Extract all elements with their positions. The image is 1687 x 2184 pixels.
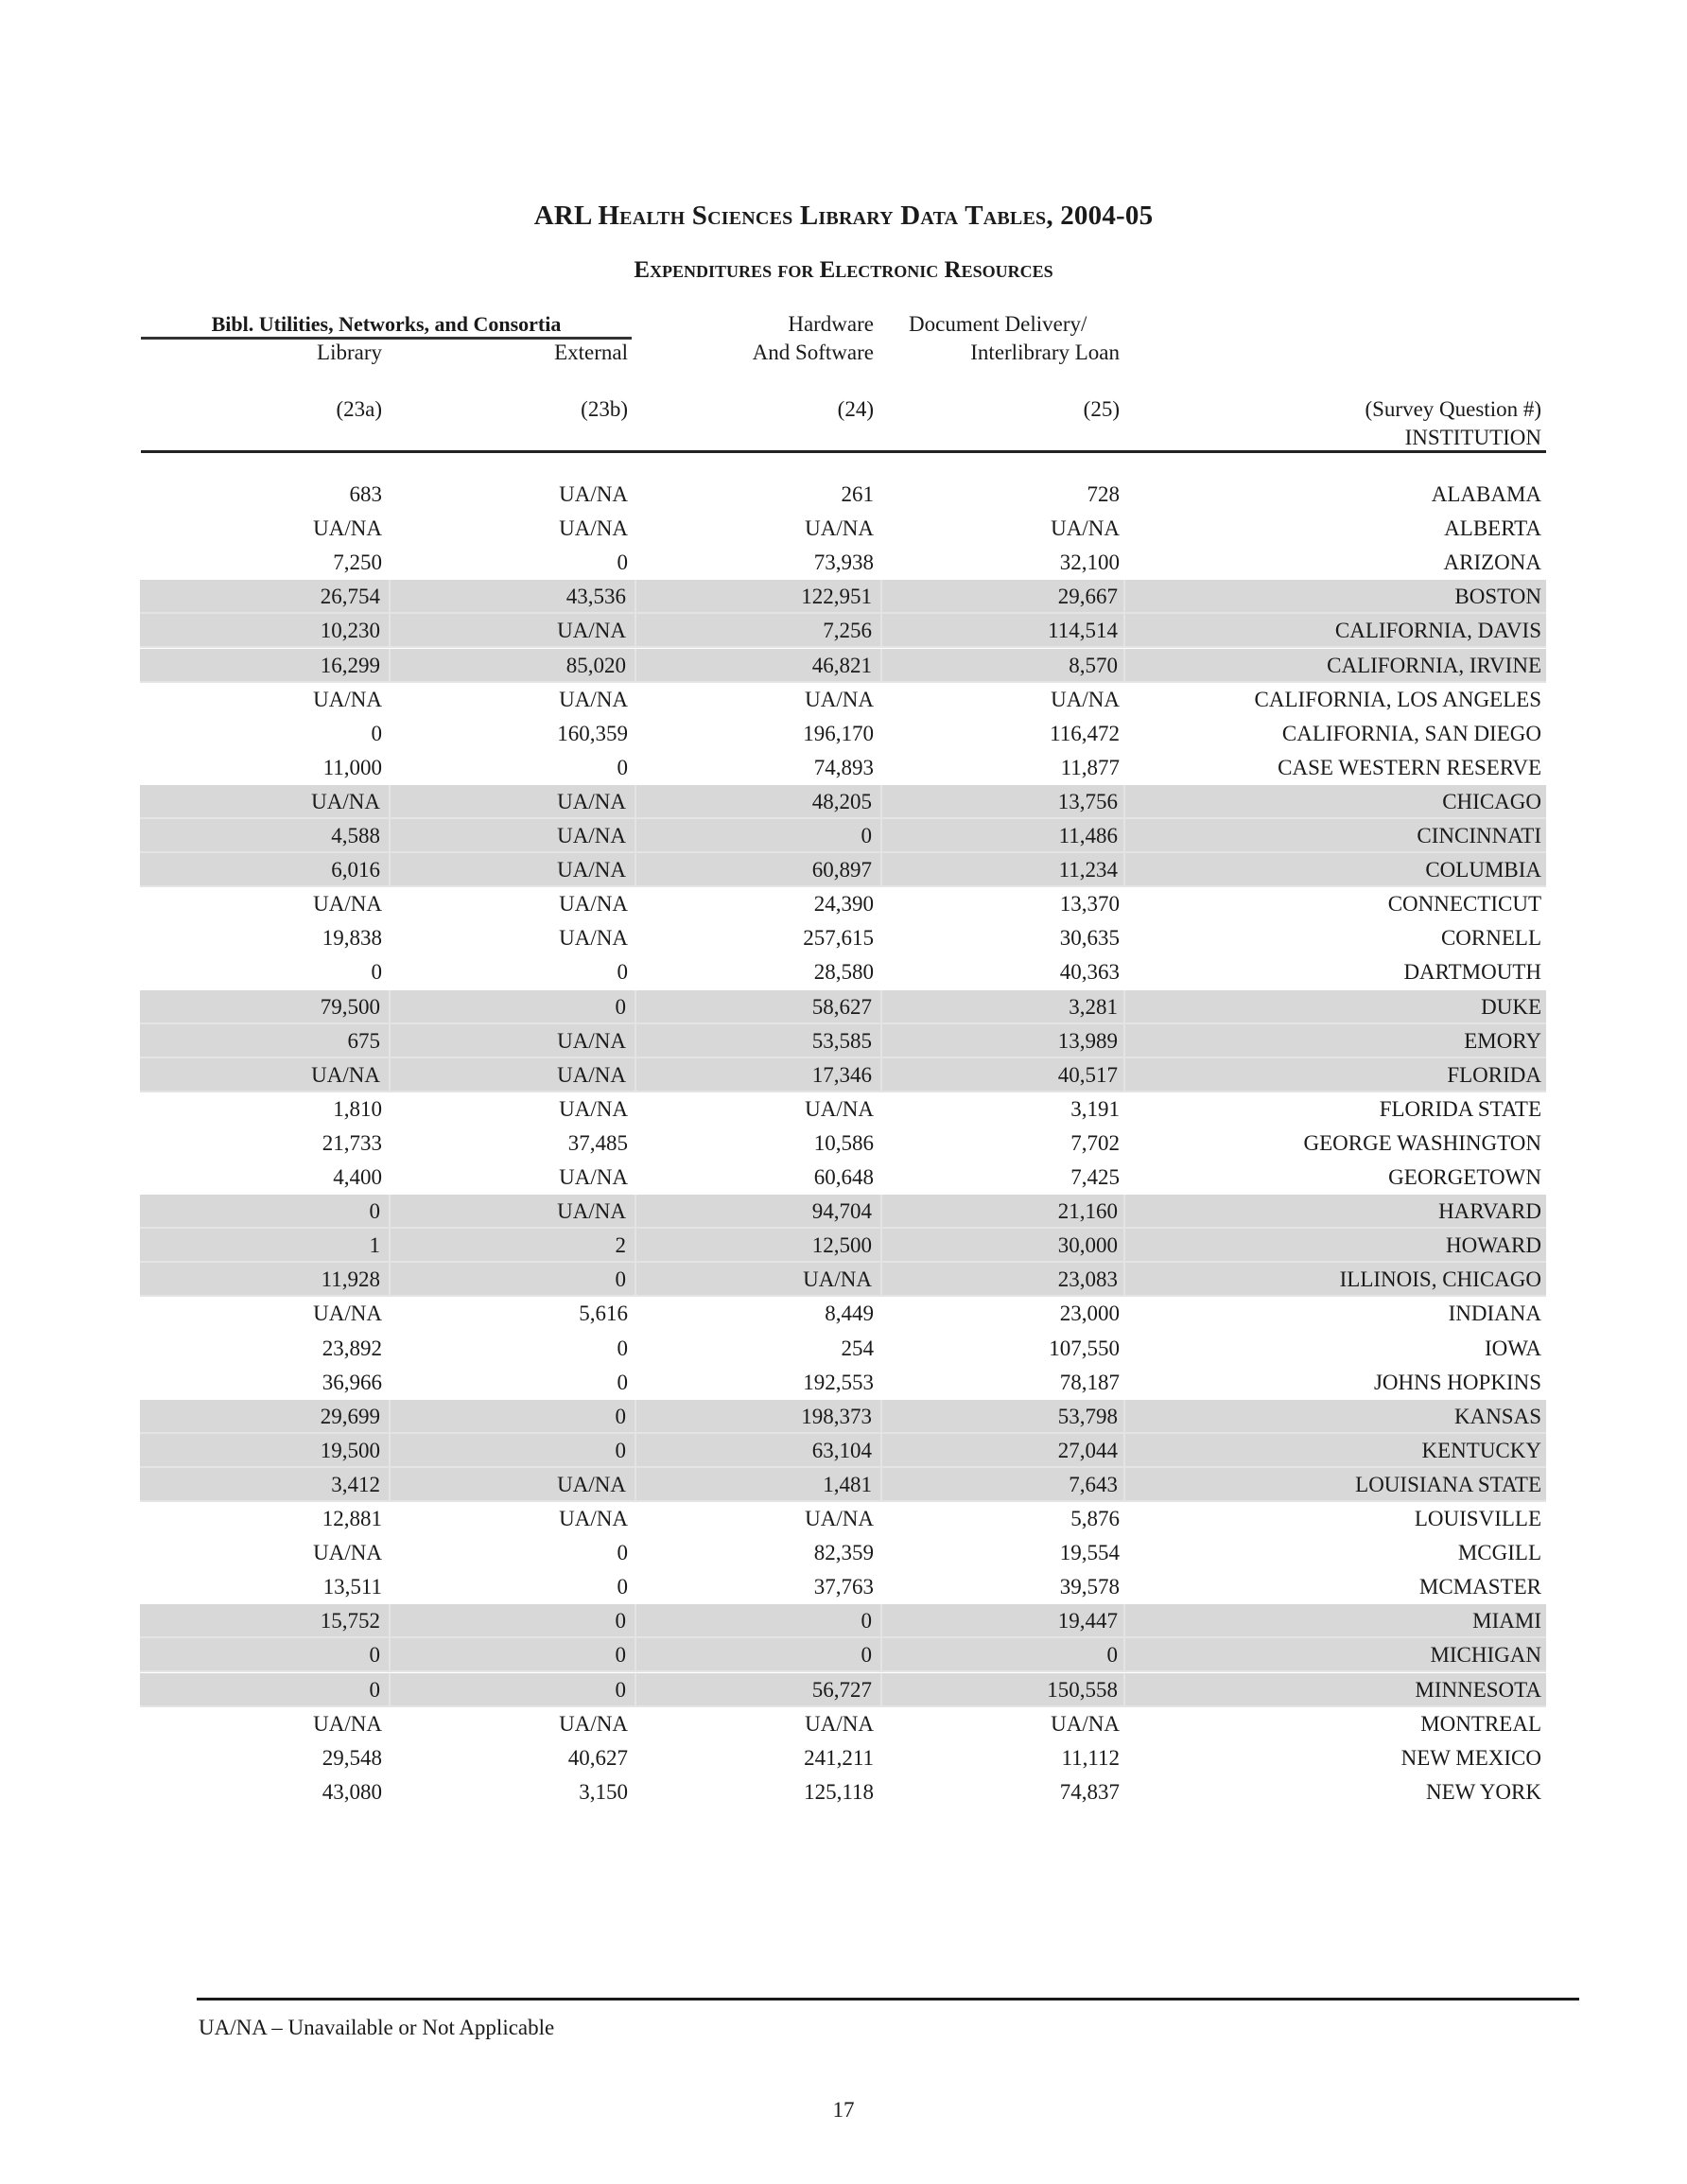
table-row (140, 1536, 1546, 1570)
footer-rule (197, 1998, 1579, 2001)
cell-institution: MINNESOTA (1415, 1677, 1541, 1702)
cell-external: 0 (617, 1336, 628, 1360)
cell-external: 0 (391, 1604, 636, 1638)
cell-external: UA/NA (391, 1195, 636, 1229)
header-rule (141, 450, 1546, 453)
cell-hardware-software: 74,893 (813, 755, 874, 779)
cell-hardware-software: UA/NA (636, 1263, 882, 1297)
table-row (140, 717, 1546, 751)
cell-document-delivery-ill: UA/NA (1051, 516, 1120, 541)
table-row (140, 1434, 1546, 1468)
cell-library: 11,000 (322, 755, 382, 779)
cell-library: 0 (140, 1673, 391, 1707)
table-row (140, 751, 1546, 785)
cell-hardware-software: 60,648 (813, 1165, 874, 1189)
cell-institution: ILLINOIS, CHICAGO (1339, 1267, 1541, 1292)
column-header-library: Library (317, 341, 382, 364)
table-row (140, 1229, 1546, 1263)
table-row (140, 887, 1546, 921)
table-row (140, 1366, 1546, 1400)
cell-institution: DARTMOUTH (1403, 960, 1541, 985)
cell-institution: MONTREAL (1420, 1711, 1541, 1736)
cell-document-delivery-ill: 19,447 (882, 1604, 1125, 1638)
cell-document-delivery-ill: 0 (882, 1638, 1125, 1672)
cell-library: UA/NA (313, 1711, 382, 1736)
cell-hardware-software: 73,938 (813, 550, 874, 575)
cell-external: UA/NA (559, 926, 628, 951)
table-row (140, 1741, 1546, 1775)
cell-library: 26,754 (140, 580, 391, 614)
question-number-25: (25) (1083, 397, 1120, 421)
cell-institution: HOWARD (1446, 1233, 1541, 1258)
cell-library: 29,548 (322, 1745, 382, 1770)
cell-document-delivery-ill: 27,044 (882, 1434, 1125, 1468)
cell-institution: DUKE (1481, 994, 1541, 1019)
cell-hardware-software: 46,821 (636, 649, 882, 683)
cell-institution: KANSAS (1453, 1404, 1541, 1428)
table-row (140, 580, 1546, 614)
question-number-23a: (23a) (336, 397, 382, 421)
table-row (140, 921, 1546, 955)
cell-document-delivery-ill: 7,425 (1070, 1165, 1120, 1189)
cell-hardware-software: 56,727 (636, 1673, 882, 1707)
cell-document-delivery-ill: 11,486 (882, 819, 1125, 853)
cell-institution: CALIFORNIA, LOS ANGELES (1254, 687, 1541, 711)
cell-library: 683 (349, 482, 382, 506)
survey-question-label: (Survey Question #) (1365, 397, 1541, 421)
cell-document-delivery-ill: 78,187 (1059, 1370, 1120, 1394)
table-row (140, 683, 1546, 717)
table-row (140, 1332, 1546, 1366)
cell-institution: BOSTON (1454, 585, 1541, 609)
cell-library: 0 (371, 721, 382, 745)
table-row (140, 1775, 1546, 1809)
cell-document-delivery-ill: 13,370 (1059, 892, 1120, 917)
cell-library: 0 (140, 1638, 391, 1672)
cell-hardware-software: 196,170 (803, 721, 874, 745)
cell-library: 4,588 (140, 819, 391, 853)
cell-institution: KENTUCKY (1421, 1438, 1541, 1462)
cell-document-delivery-ill: 40,363 (1059, 960, 1120, 985)
cell-document-delivery-ill: 3,191 (1070, 1096, 1120, 1121)
cell-hardware-software: UA/NA (805, 516, 874, 541)
cell-institution: IOWA (1484, 1336, 1541, 1360)
column-header-ill-line2: Interlibrary Loan (970, 341, 1120, 364)
cell-document-delivery-ill: 11,112 (1061, 1745, 1120, 1770)
cell-library: 10,230 (140, 614, 391, 648)
cell-institution: NEW MEXICO (1400, 1745, 1541, 1770)
cell-library: 12,881 (322, 1507, 382, 1530)
cell-institution: EMORY (1464, 1028, 1541, 1053)
cell-library: 13,511 (322, 1575, 382, 1599)
cell-document-delivery-ill: 21,160 (882, 1195, 1125, 1229)
cell-institution: CALIFORNIA, SAN DIEGO (1281, 721, 1541, 745)
table-row (140, 546, 1546, 580)
cell-hardware-software: 7,256 (636, 614, 882, 648)
cell-hardware-software: 0 (636, 819, 882, 853)
cell-external: 0 (391, 1673, 636, 1707)
cell-document-delivery-ill: 116,472 (1050, 721, 1120, 745)
cell-institution: MIAMI (1472, 1609, 1541, 1634)
cell-library: 19,500 (140, 1434, 391, 1468)
cell-institution: GEORGE WASHINGTON (1303, 1130, 1541, 1155)
cell-library: 21,733 (322, 1130, 382, 1155)
cell-external: 0 (391, 1434, 636, 1468)
cell-institution: ARIZONA (1443, 550, 1541, 575)
table-row (140, 1638, 1546, 1672)
column-header-institution: INSTITUTION (1404, 426, 1541, 449)
table-row (140, 785, 1546, 819)
table-row (140, 1058, 1546, 1092)
cell-hardware-software: 122,951 (636, 580, 882, 614)
cell-hardware-software: UA/NA (805, 687, 874, 711)
cell-institution: HARVARD (1438, 1199, 1541, 1224)
cell-hardware-software: 241,211 (804, 1745, 874, 1770)
cell-document-delivery-ill: 19,554 (1059, 1541, 1120, 1565)
cell-hardware-software: 28,580 (813, 960, 874, 985)
cell-external: UA/NA (559, 1165, 628, 1189)
cell-hardware-software: 58,627 (636, 990, 882, 1024)
cell-library: 6,016 (140, 853, 391, 887)
cell-hardware-software: 17,346 (636, 1058, 882, 1092)
cell-institution: GEORGETOWN (1388, 1165, 1541, 1189)
cell-document-delivery-ill: 13,756 (882, 785, 1125, 819)
table-row (140, 1263, 1546, 1297)
table-row (140, 1502, 1546, 1536)
cell-library: UA/NA (140, 1058, 391, 1092)
cell-institution: CORNELL (1440, 926, 1541, 951)
cell-hardware-software: 10,586 (813, 1130, 874, 1155)
cell-document-delivery-ill: 23,000 (1059, 1302, 1120, 1326)
cell-library: 4,400 (333, 1165, 382, 1189)
cell-document-delivery-ill: 13,989 (882, 1024, 1125, 1058)
cell-document-delivery-ill: 11,877 (1060, 755, 1120, 779)
cell-external: 43,536 (391, 580, 636, 614)
question-number-24: (24) (837, 397, 874, 421)
cell-library: 0 (140, 1195, 391, 1229)
cell-document-delivery-ill: 30,000 (882, 1229, 1125, 1263)
table-row (140, 1024, 1546, 1058)
cell-external: 0 (617, 550, 628, 575)
cell-document-delivery-ill: 29,667 (882, 580, 1125, 614)
cell-hardware-software: 198,373 (636, 1400, 882, 1434)
cell-external: 0 (391, 990, 636, 1024)
table-row (140, 512, 1546, 546)
cell-document-delivery-ill: 39,578 (1059, 1575, 1120, 1599)
cell-document-delivery-ill: 728 (1087, 482, 1120, 506)
cell-document-delivery-ill: 107,550 (1049, 1336, 1120, 1360)
cell-library: 16,299 (140, 649, 391, 683)
table-row (140, 649, 1546, 683)
column-header-external: External (554, 341, 628, 364)
cell-external: UA/NA (559, 1507, 628, 1530)
table-row (140, 1161, 1546, 1195)
table-row (140, 1707, 1546, 1741)
cell-document-delivery-ill: 23,083 (882, 1263, 1125, 1297)
cell-library: UA/NA (313, 687, 382, 711)
cell-library: 15,752 (140, 1604, 391, 1638)
cell-external: UA/NA (559, 687, 628, 711)
cell-hardware-software: 8,449 (825, 1302, 874, 1326)
cell-external: 40,627 (567, 1745, 628, 1770)
cell-document-delivery-ill: UA/NA (1051, 687, 1120, 711)
cell-document-delivery-ill: 74,837 (1059, 1779, 1120, 1804)
cell-external: 0 (391, 1263, 636, 1297)
table-row (140, 1127, 1546, 1161)
cell-hardware-software: 0 (636, 1604, 882, 1638)
cell-library: 19,838 (322, 926, 382, 951)
column-header-hardware-line2: And Software (752, 341, 874, 364)
cell-external: 0 (617, 960, 628, 985)
cell-hardware-software: 0 (636, 1638, 882, 1672)
cell-hardware-software: 254 (841, 1336, 874, 1360)
cell-hardware-software: 125,118 (804, 1779, 874, 1804)
cell-library: 1,810 (333, 1096, 382, 1121)
cell-external: UA/NA (559, 482, 628, 506)
cell-institution: FLORIDA STATE (1379, 1096, 1541, 1121)
cell-institution: MICHIGAN (1430, 1643, 1541, 1668)
cell-document-delivery-ill: 40,517 (882, 1058, 1125, 1092)
table-row (140, 853, 1546, 887)
cell-external: UA/NA (391, 614, 636, 648)
table-row (140, 819, 1546, 853)
cell-external: 37,485 (567, 1130, 628, 1155)
cell-library: 1 (140, 1229, 391, 1263)
table-row (140, 614, 1546, 648)
cell-library: 11,928 (140, 1263, 391, 1297)
cell-hardware-software: 24,390 (813, 892, 874, 917)
cell-institution: CONNECTICUT (1387, 892, 1541, 917)
table-row (140, 1673, 1546, 1707)
cell-external: 2 (391, 1229, 636, 1263)
cell-institution: CALIFORNIA, IRVINE (1327, 653, 1541, 677)
cell-external: UA/NA (391, 1468, 636, 1502)
cell-hardware-software: UA/NA (805, 1096, 874, 1121)
cell-hardware-software: 60,897 (636, 853, 882, 887)
cell-external: 3,150 (579, 1779, 628, 1804)
cell-hardware-software: 261 (841, 482, 874, 506)
table-row (140, 1400, 1546, 1434)
table-subtitle: Expenditures for Electronic Resources (634, 257, 1053, 283)
cell-library: UA/NA (313, 1541, 382, 1565)
cell-library: 675 (140, 1024, 391, 1058)
cell-hardware-software: 1,481 (636, 1468, 882, 1502)
cell-external: 0 (617, 1575, 628, 1599)
table-row (140, 1195, 1546, 1229)
cell-hardware-software: 48,205 (636, 785, 882, 819)
cell-document-delivery-ill: UA/NA (1051, 1711, 1120, 1736)
cell-external: 0 (617, 1541, 628, 1565)
table-row (140, 478, 1546, 512)
cell-external: 0 (617, 755, 628, 779)
page-number: 17 (832, 2098, 855, 2122)
cell-institution: CASE WESTERN RESERVE (1278, 755, 1541, 779)
cell-hardware-software: 53,585 (636, 1024, 882, 1058)
cell-document-delivery-ill: 114,514 (882, 614, 1125, 648)
cell-document-delivery-ill: 11,234 (882, 853, 1125, 887)
cell-institution: FLORIDA (1447, 1062, 1541, 1087)
cell-library: UA/NA (313, 892, 382, 917)
cell-document-delivery-ill: 3,281 (882, 990, 1125, 1024)
cell-external: 160,359 (557, 721, 628, 745)
table-row (140, 1570, 1546, 1604)
cell-library: 79,500 (140, 990, 391, 1024)
cell-external: UA/NA (559, 892, 628, 917)
cell-institution: LOUISIANA STATE (1355, 1472, 1541, 1496)
cell-institution: NEW YORK (1425, 1779, 1541, 1804)
cell-institution: INDIANA (1448, 1302, 1541, 1326)
cell-institution: CINCINNATI (1417, 824, 1541, 847)
cell-document-delivery-ill: 150,558 (882, 1673, 1125, 1707)
cell-external: UA/NA (559, 1096, 628, 1121)
table-row (140, 1092, 1546, 1127)
cell-external: UA/NA (391, 819, 636, 853)
cell-institution: CHICAGO (1442, 789, 1541, 813)
cell-hardware-software: 12,500 (636, 1229, 882, 1263)
cell-institution: CALIFORNIA, DAVIS (1334, 619, 1541, 643)
cell-document-delivery-ill: 8,570 (882, 649, 1125, 683)
cell-library: UA/NA (140, 785, 391, 819)
cell-hardware-software: 192,553 (803, 1370, 874, 1394)
cell-hardware-software: 257,615 (803, 926, 874, 951)
cell-external: UA/NA (391, 853, 636, 887)
cell-external: 0 (391, 1638, 636, 1672)
cell-institution: MCMASTER (1418, 1575, 1541, 1599)
column-group-label: Bibl. Utilities, Networks, and Consortia (211, 312, 562, 336)
cell-external: UA/NA (559, 516, 628, 541)
cell-institution: LOUISVILLE (1414, 1507, 1541, 1530)
table-row (140, 1468, 1546, 1502)
cell-library: 36,966 (322, 1370, 382, 1394)
cell-hardware-software: 82,359 (813, 1541, 874, 1565)
footnote: UA/NA – Unavailable or Not Applicable (199, 2016, 555, 2039)
table-row (140, 955, 1546, 989)
table-row (140, 1604, 1546, 1638)
cell-external: 85,020 (391, 649, 636, 683)
cell-hardware-software: 63,104 (636, 1434, 882, 1468)
table-row (140, 990, 1546, 1024)
column-header-ill-line1: Document Delivery/ (909, 312, 1087, 336)
cell-document-delivery-ill: 5,876 (1070, 1507, 1120, 1530)
page-title: ARL Health Sciences Library Data Tables, 2004-05 (533, 201, 1154, 231)
cell-external: UA/NA (559, 1711, 628, 1736)
cell-hardware-software: 94,704 (636, 1195, 882, 1229)
cell-external: 0 (391, 1400, 636, 1434)
cell-institution: MCGILL (1457, 1541, 1541, 1565)
cell-institution: ALABAMA (1431, 482, 1541, 506)
cell-institution: COLUMBIA (1425, 858, 1541, 882)
cell-external: UA/NA (391, 785, 636, 819)
cell-library: 23,892 (322, 1336, 382, 1360)
cell-library: 7,250 (333, 550, 382, 575)
cell-document-delivery-ill: 30,635 (1059, 926, 1120, 951)
cell-document-delivery-ill: 7,702 (1070, 1130, 1120, 1155)
cell-library: 3,412 (140, 1468, 391, 1502)
cell-hardware-software: 37,763 (813, 1575, 874, 1599)
column-header-hardware-line1: Hardware (788, 312, 874, 336)
cell-document-delivery-ill: 53,798 (882, 1400, 1125, 1434)
cell-library: UA/NA (313, 516, 382, 541)
cell-institution: ALBERTA (1444, 516, 1541, 541)
cell-external: 5,616 (579, 1302, 628, 1326)
cell-external: 0 (617, 1370, 628, 1394)
cell-library: UA/NA (313, 1302, 382, 1326)
cell-external: UA/NA (391, 1024, 636, 1058)
table-row (140, 1297, 1546, 1331)
cell-hardware-software: UA/NA (805, 1507, 874, 1530)
cell-document-delivery-ill: 7,643 (882, 1468, 1125, 1502)
cell-library: 29,699 (140, 1400, 391, 1434)
cell-external: UA/NA (391, 1058, 636, 1092)
cell-document-delivery-ill: 32,100 (1059, 550, 1120, 575)
cell-library: 43,080 (322, 1779, 382, 1804)
cell-hardware-software: UA/NA (805, 1711, 874, 1736)
cell-library: 0 (371, 960, 382, 985)
cell-institution: JOHNS HOPKINS (1373, 1370, 1541, 1394)
question-number-23b: (23b) (581, 397, 628, 421)
